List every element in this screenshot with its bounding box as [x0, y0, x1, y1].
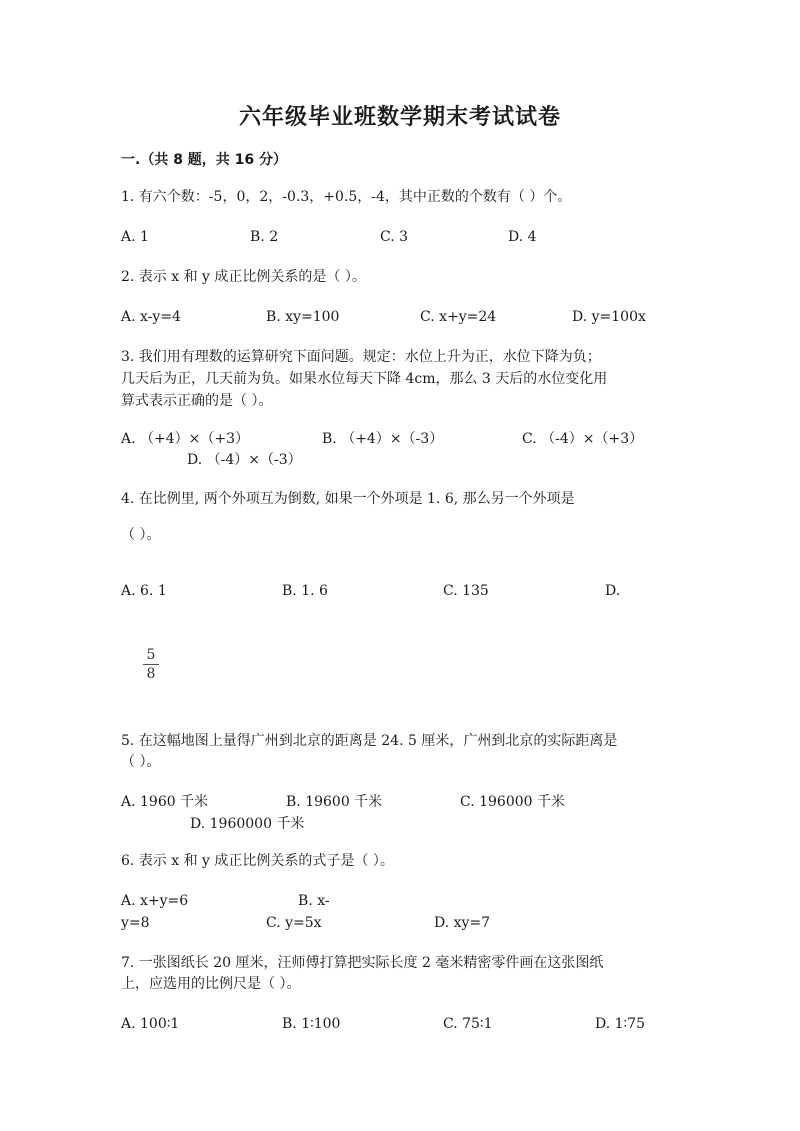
q6-option-c: C. y=5x: [266, 915, 322, 931]
q3-option-a: A. （+4）×（+3）: [121, 431, 250, 447]
question-4-line-1: 4. 在比例里, 两个外项互为倒数, 如果一个外项是 1. 6, 那么另一个外项是: [121, 491, 575, 507]
question-4-line-2: （ ）。: [121, 527, 161, 543]
question-3-line-3: 算式表示正确的是（ ）。: [121, 393, 273, 409]
question-2-stem: 2. 表示 x 和 y 成正比例关系的是（ ）。: [121, 269, 366, 285]
question-7-line-1: 7. 一张图纸长 20 厘米，汪师傅打算把实际长度 2 毫米精密零件画在这张图纸: [121, 955, 604, 971]
question-5-line-2: （ ）。: [121, 754, 161, 770]
q4-option-d: D.: [605, 583, 621, 599]
q4-option-c: C. 135: [443, 583, 489, 599]
q1-option-d: D. 4: [508, 229, 537, 245]
q6-option-d: D. xy=7: [434, 915, 491, 931]
q2-option-d: D. y=100x: [572, 309, 646, 325]
q1-option-b: B. 2: [250, 229, 279, 245]
question-3-line-2: 几天后为正，几天前为负。如果水位每天下降 4cm，那么 3 天后的水位变化用: [121, 371, 608, 387]
q7-option-c: C. 75∶1: [443, 1016, 493, 1032]
q5-option-d: D. 1960000 千米: [190, 816, 305, 832]
q4-option-d-fraction: [143, 647, 159, 682]
q2-option-c: C. x+y=24: [420, 309, 497, 325]
q2-option-b: B. xy=100: [266, 309, 340, 325]
q6-option-b-part-1: B. x-: [298, 893, 330, 909]
question-1-stem: 1. 有六个数：-5，0，2，-0.3，+0.5，-4，其中正数的个数有（ ）个。: [121, 189, 572, 205]
q4-option-a: A. 6. 1: [121, 583, 167, 599]
q6-option-a: A. x+y=6: [121, 893, 189, 909]
q3-option-c: C. （-4）×（+3）: [522, 431, 644, 447]
q3-option-d: D. （-4）×（-3）: [187, 452, 302, 468]
q5-option-a: A. 1960 千米: [121, 794, 209, 810]
q5-option-b: B. 19600 千米: [286, 794, 383, 810]
question-6-stem: 6. 表示 x 和 y 成正比例关系的式子是（ ）。: [121, 853, 394, 869]
question-7-line-2: 上，应选用的比例尺是（ ）。: [121, 976, 301, 992]
q1-option-c: C. 3: [380, 229, 409, 245]
q4-option-b: B. 1. 6: [282, 583, 328, 599]
q5-option-c: C. 196000 千米: [460, 794, 566, 810]
question-5-line-1: 5. 在这幅地图上量得广州到北京的距离是 24. 5 厘米，广州到北京的实际距离是: [121, 733, 618, 749]
section-heading: 一.（共 8 题，共 16 分）: [121, 152, 288, 168]
q2-option-a: A. x-y=4: [121, 309, 181, 325]
q1-option-a: A. 1: [121, 229, 149, 245]
page-title: 六年级毕业班数学期末考试试卷: [238, 105, 561, 130]
q7-option-b: B. 1∶100: [282, 1016, 341, 1032]
q6-option-b-part-2: y=8: [121, 915, 150, 931]
fraction-denominator: 8: [146, 666, 156, 682]
fraction-numerator: 5: [146, 647, 156, 663]
question-3-line-1: 3. 我们用有理数的运算研究下面问题。规定：水位上升为正，水位下降为负；: [121, 349, 601, 365]
q3-option-b: B. （+4）×（-3）: [322, 431, 444, 447]
q7-option-a: A. 100∶1: [121, 1016, 180, 1032]
fraction-bar: [143, 664, 159, 665]
q7-option-d: D. 1∶75: [595, 1016, 645, 1032]
